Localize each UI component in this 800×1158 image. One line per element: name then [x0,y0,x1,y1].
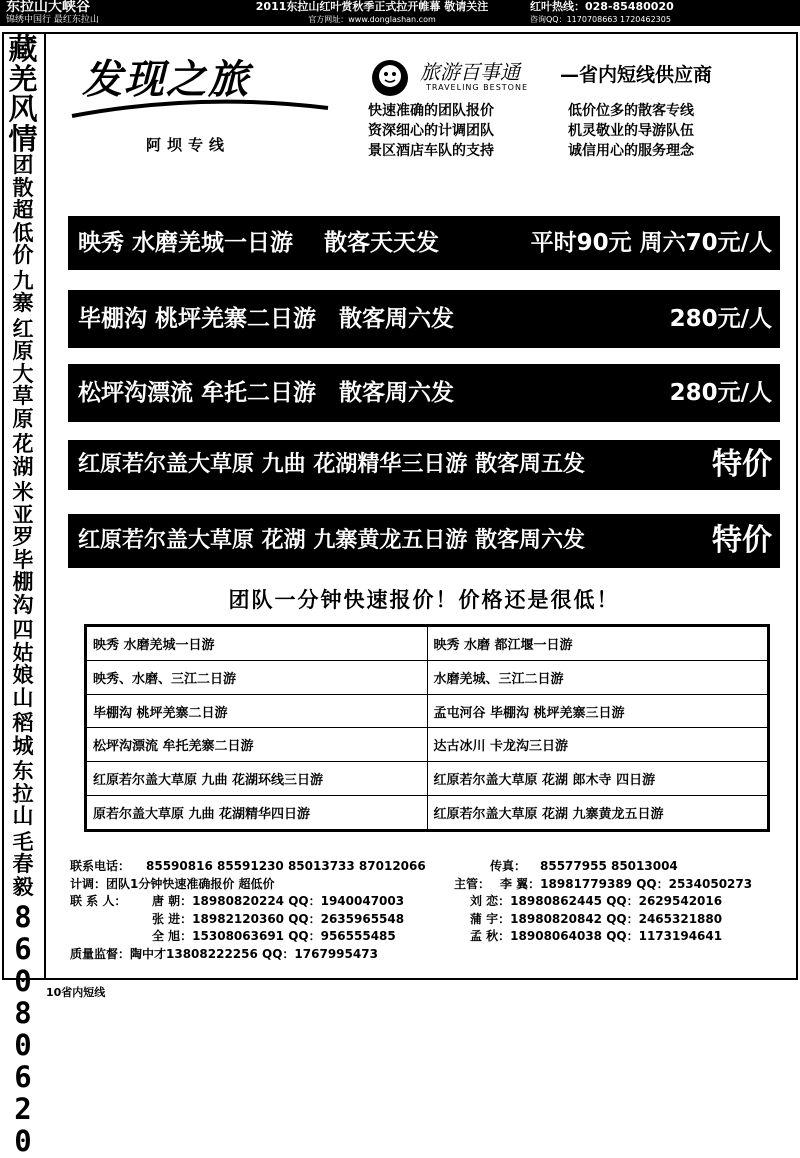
route-cell: 映秀、水磨、三江二日游 [87,660,428,694]
route-cell: 松坪沟漂流 牟托羌寨二日游 [87,728,428,762]
contact-row [70,876,790,894]
feature-row [368,100,768,120]
product-price: 特价 [712,523,772,558]
vertical-char: 沟 [12,592,34,617]
mascot-icon [368,56,412,98]
vertical-char: 超 [12,198,34,222]
logo-text: 发现之旅 [82,56,250,103]
slogan: 团队一分钟快速报价！价格还是很低！ [228,588,620,612]
top-banner [0,0,800,26]
contact-block [70,858,790,963]
page-frame [2,32,798,980]
vertical-char: 四 [12,618,34,642]
fax-label: 传真： [490,859,527,873]
vertical-char: 罗 [12,525,34,549]
top-brand-slogan: 锦绣中国行 最红东拉山 [6,15,99,25]
vertical-char: 城 [12,733,34,758]
contact-row [70,858,790,876]
table-row [87,796,768,830]
vertical-char: 毕 [12,547,34,572]
brand-name: 旅游百事通 [420,60,520,84]
product-title: 松坪沟漂流 牟托二日游 散客周六发 [78,380,455,406]
route-cell: 红原若尔盖大草原 花湖 九寨黄龙五日游 [427,796,768,830]
route-cell: 毕棚沟 桃坪羌寨二日游 [87,694,428,728]
vertical-char: 6 [14,932,32,966]
feature-item: 景区酒店车队的支持 [368,143,494,159]
product-price: 特价 [712,447,772,482]
vertical-char: 0 [14,1124,32,1158]
feature-row [368,120,768,140]
vertical-char: 娘 [12,663,34,687]
vertical-char: 团 [12,153,34,177]
vertical-char: 山 [12,685,34,710]
route-cell: 孟屯河谷 毕棚沟 桃坪羌寨三日游 [427,694,768,728]
vertical-char: 6 [14,1060,32,1094]
vertical-char: 低 [12,220,34,245]
swoosh-icon [70,98,330,120]
product-title: 映秀 水磨羌城一日游 散客天天发 [78,230,440,256]
vertical-char: 寨 [12,291,34,315]
product-bar [68,514,780,568]
vertical-char: 湖 [12,454,34,479]
vertical-char: 米 [12,480,34,504]
vertical-char: 毛 [12,829,34,854]
vertical-char: 风 [8,92,38,126]
person-contact: 唐 朝：18980820224 QQ：1940047003 [152,894,405,908]
route-cell: 红原若尔盖大草原 九曲 花湖环线三日游 [87,762,428,796]
route-cell: 原若尔盖大草原 九曲 花湖精华四日游 [87,796,428,830]
contact-row [70,893,790,911]
vertical-char: 九 [12,268,34,293]
manager-label: 主管： [454,876,491,891]
vertical-char: 红 [12,316,34,341]
product-price: 280元/人 [669,306,772,332]
top-headline: 2011东拉山红叶赏秋季正式拉开帷幕 敬请关注 [255,0,489,13]
feature-item: 机灵敬业的导游队伍 [568,123,694,139]
route-table [84,624,770,832]
top-website: 官方网址：www.donglashan.com [308,15,436,24]
vertical-char: 拉 [12,781,34,806]
product-title: 红原若尔盖大草原 九曲 花湖精华三日游 散客周五发 [78,452,586,477]
feature-item: 低价位多的散客专线 [568,103,694,119]
people-label: 联 系 人： [70,894,127,908]
vertical-char: 大 [12,361,34,386]
route-cell: 红原若尔盖大草原 花湖 郎木寺 四日游 [427,762,768,796]
vertical-char: 春 [12,852,34,876]
person-contact: 蒲 宇：18980820842 QQ：2465321880 [470,911,723,926]
person-contact: 孟 秋：18908064038 QQ：1173194641 [470,929,723,943]
top-qq: 咨询QQ：1170708663 1720462305 [530,15,671,24]
vertical-char: 散 [12,175,34,200]
vertical-char: 花 [12,432,34,456]
product-title: 红原若尔盖大草原 花湖 九寨黄龙五日游 散客周六发 [78,528,586,553]
vertical-char: 2 [14,1092,32,1126]
quality-supervisor: 质量监督：陶中才13808222256 QQ：1767995473 [70,946,378,961]
route-cell: 水磨羌城、三江二日游 [427,660,768,694]
vertical-char: 情 [8,122,38,156]
dispatch-note: 计调：团队1分钟快速准确报价 超低价 [70,876,275,891]
product-bar [68,440,780,490]
vertical-char: 价 [12,243,34,267]
vertical-char: 藏 [8,32,38,66]
vertical-char: 0 [14,1028,32,1062]
product-price: 280元/人 [669,380,772,406]
top-hotline: 红叶热线：028-85480020 [530,0,674,13]
vertical-char: 8 [14,900,32,934]
phone-numbers: 85590816 85591230 85013733 87012066 [146,859,426,873]
product-bar [68,364,780,422]
fax-numbers: 85577955 85013004 [540,859,678,873]
product-price: 平时90元 周六70元/人 [530,230,772,256]
top-contact [530,0,796,26]
vertical-char: 棚 [12,570,34,594]
top-brand-title: 东拉山大峡谷 [6,0,90,15]
manager-contact: 李 翼：18981779389 QQ：2534050273 [500,876,753,891]
vertical-char: 东 [12,759,34,783]
subtitle: 阿坝专线 [146,136,231,154]
top-brand [6,0,216,26]
product-bar [68,216,780,270]
feature-item: 快速准确的团队报价 [368,103,494,119]
person-contact: 张 进：18982120360 QQ：2635965548 [152,911,405,926]
top-headline-block [222,0,522,26]
person-contact: 全 旭：15308063691 QQ：956555485 [152,929,396,943]
table-row [87,660,768,694]
contact-row [70,946,790,964]
left-vertical-column [2,32,46,1158]
vertical-char: 8 [14,996,32,1030]
vertical-char: 原 [12,339,34,363]
contact-row [70,911,790,929]
table-row [87,728,768,762]
vertical-char: 草 [12,384,34,408]
vertical-char: 稻 [12,711,34,735]
vertical-char: 亚 [12,502,34,527]
feature-item: 资深细心的计调团队 [368,123,494,139]
page-footer: 10省内短线 [46,986,106,999]
person-contact: 刘 恋：18980862445 QQ：2629542016 [470,894,723,908]
left-vertical-text [2,34,44,1157]
product-bar [68,290,780,348]
feature-row [368,140,768,160]
feature-list [368,100,768,160]
product-title: 毕棚沟 桃坪羌寨二日游 散客周六发 [78,306,455,332]
vertical-char: 原 [12,406,34,431]
contact-row [70,928,790,946]
vertical-char: 0 [14,964,32,998]
table-row [87,694,768,728]
brand-name-en: TRAVELING BESTONE [426,83,528,92]
supplier-label: —省内短线供应商 [560,64,713,86]
phone-label: 联系电话： [70,859,131,873]
vertical-char: 姑 [12,640,34,665]
vertical-char: 羌 [8,62,38,96]
table-row [87,762,768,796]
feature-item: 诚信用心的服务理念 [568,143,694,159]
route-cell: 映秀 水磨羌城一日游 [87,627,428,661]
route-cell: 映秀 水磨 都江堰一日游 [427,627,768,661]
brand-logo [368,56,548,98]
table-row [87,627,768,661]
vertical-char: 毅 [12,874,34,899]
vertical-char: 山 [12,804,34,828]
route-cell: 达古冰川 卡龙沟三日游 [427,728,768,762]
